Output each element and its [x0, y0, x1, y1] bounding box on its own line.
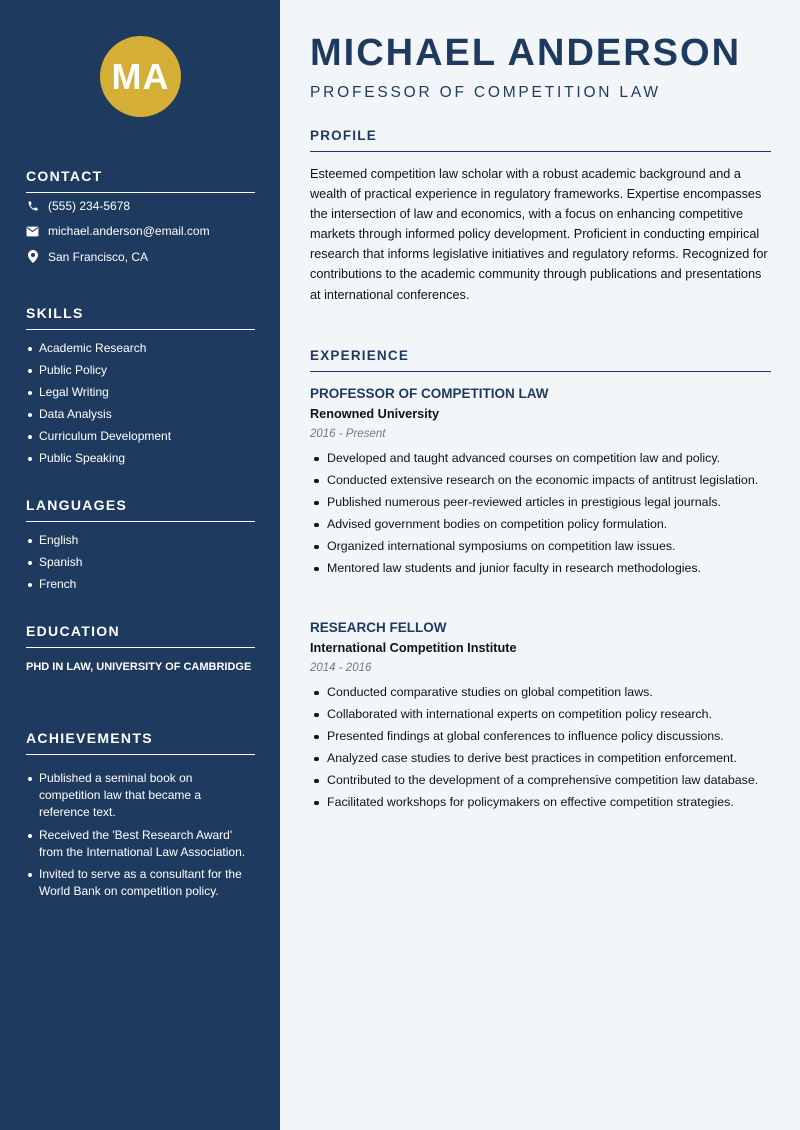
phone-icon [26, 199, 39, 212]
job-bullet: Analyzed case studies to derive best practices in competition enforcement. [310, 750, 771, 767]
contact-phone [26, 193, 255, 219]
achievements-heading: ACHIEVEMENTS [26, 730, 255, 755]
achievements-list [26, 770, 255, 900]
job-dates: 2016 - Present [310, 428, 386, 440]
job-entry [310, 620, 771, 816]
job-entry [310, 386, 771, 582]
education-section [26, 623, 255, 676]
job-bullet: Facilitated workshops for policymakers on effective competition strategies. [310, 794, 771, 811]
language-item: English [26, 532, 255, 549]
skill-item: Data Analysis [26, 406, 255, 423]
email-icon [26, 225, 39, 238]
achievements-section [26, 730, 255, 906]
contact-email [26, 219, 255, 245]
job-organization: International Competition Institute [310, 641, 517, 655]
experience-heading: EXPERIENCE [310, 348, 771, 372]
languages-heading: LANGUAGES [26, 497, 255, 522]
skills-heading: SKILLS [26, 305, 255, 330]
avatar [100, 36, 181, 117]
education-entry: PHD IN LAW, UNIVERSITY OF CAMBRIDGE [26, 661, 252, 673]
location-text: San Francisco, CA [48, 249, 149, 264]
skills-section [26, 305, 255, 472]
job-title: RESEARCH FELLOW [310, 620, 447, 635]
job-dates: 2014 - 2016 [310, 662, 372, 674]
achievement-item: Received the 'Best Research Award' from the International Law Association. [26, 827, 255, 861]
profile-text: Esteemed competition law scholar with a robust academic background and a wealth of practical experience in regulatory frameworks. Expertise encompasses the intersection of law and economics, with a focus on enhancing competitive markets through informed policy development. Proficient in conducting empirical research that informs legislative initiatives and regulatory reforms. Recognized for contributions to the academic community through publications and presentations at international conferences. [310, 167, 768, 302]
person-name: MICHAEL ANDERSON [310, 32, 742, 74]
contact-section [26, 168, 255, 270]
achievement-item: Published a seminal book on competition law that became a reference text. [26, 770, 255, 821]
avatar-initials: MA [111, 55, 170, 97]
sidebar [0, 0, 280, 1130]
phone-text[interactable]: (555) 234-5678 [48, 198, 131, 213]
education-heading: EDUCATION [26, 623, 255, 648]
location-pin-icon [26, 250, 39, 263]
achievement-item: Invited to serve as a consultant for the World Bank on competition policy. [26, 866, 255, 900]
language-item: Spanish [26, 554, 255, 571]
job-title: PROFESSOR OF COMPETITION LAW [310, 386, 549, 401]
skill-item: Curriculum Development [26, 428, 255, 445]
job-bullets [310, 450, 771, 577]
job-bullet: Presented findings at global conferences to influence policy discussions. [310, 728, 771, 745]
skill-item: Public Speaking [26, 450, 255, 467]
contact-location [26, 244, 255, 270]
skill-item: Academic Research [26, 340, 255, 357]
languages-list [26, 532, 255, 593]
job-organization: Renowned University [310, 407, 440, 421]
skills-list [26, 340, 255, 467]
job-bullet: Developed and taught advanced courses on competition law and policy. [310, 450, 771, 467]
job-bullets [310, 684, 771, 811]
job-bullet: Mentored law students and junior faculty in research methodologies. [310, 560, 771, 577]
email-text[interactable]: michael.anderson@email.com [48, 224, 210, 239]
job-bullet: Published numerous peer-reviewed articles in prestigious legal journals. [310, 494, 771, 511]
job-bullet: Organized international symposiums on competition law issues. [310, 538, 771, 555]
profile-heading: PROFILE [310, 128, 771, 152]
skill-item: Public Policy [26, 362, 255, 379]
job-bullet: Conducted extensive research on the economic impacts of antitrust legislation. [310, 472, 771, 489]
languages-section [26, 497, 255, 598]
job-bullet: Conducted comparative studies on global competition laws. [310, 684, 771, 701]
person-title: PROFESSOR OF COMPETITION LAW [310, 84, 661, 101]
job-bullet: Collaborated with international experts on competition policy research. [310, 706, 771, 723]
contact-heading: CONTACT [26, 168, 255, 193]
skill-item: Legal Writing [26, 384, 255, 401]
language-item: French [26, 576, 255, 593]
job-bullet: Advised government bodies on competition policy formulation. [310, 516, 771, 533]
job-bullet: Contributed to the development of a comprehensive competition law database. [310, 772, 771, 789]
